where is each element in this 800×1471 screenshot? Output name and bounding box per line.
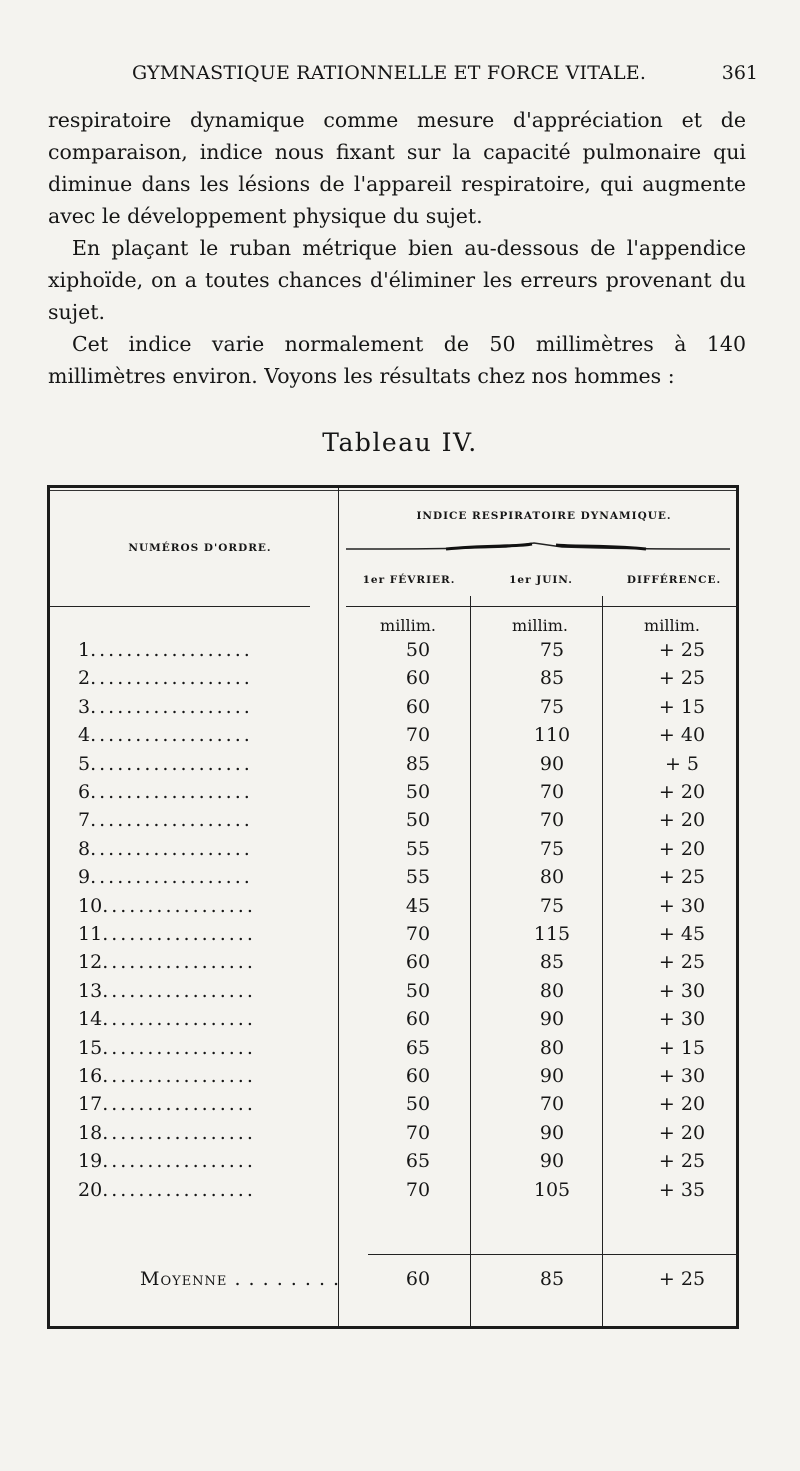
value-fevrier: 55 <box>405 837 431 860</box>
body-text <box>48 104 746 392</box>
value-difference: + 25 <box>658 1150 706 1173</box>
table-row <box>50 1150 736 1178</box>
value-difference: + 25 <box>658 866 706 889</box>
header-juin: 1er JUIN. <box>509 574 573 586</box>
leader-dots: ................. <box>102 1036 256 1059</box>
table-row <box>50 639 736 667</box>
header-brace <box>346 541 730 553</box>
table-row <box>50 1093 736 1121</box>
value-difference: + 45 <box>658 923 706 945</box>
row-number: 13 <box>78 979 103 1002</box>
value-fevrier: 85 <box>405 752 431 775</box>
value-juin: 90 <box>539 1008 565 1031</box>
value-fevrier: 50 <box>405 1093 431 1116</box>
leader-dots: ................. <box>102 1121 256 1144</box>
leader-dots: ................. <box>102 1093 256 1116</box>
value-difference: + 35 <box>658 1178 706 1201</box>
row-number: 3 <box>78 695 91 718</box>
row-number: 20 <box>78 1178 103 1201</box>
value-difference: + 20 <box>658 1093 706 1116</box>
table-row <box>50 895 736 923</box>
value-juin: 70 <box>539 809 565 832</box>
value-fevrier: 60 <box>405 695 431 718</box>
row-number: 8 <box>78 837 91 860</box>
row-number: 6 <box>78 781 91 803</box>
value-fevrier: 50 <box>405 781 431 803</box>
running-title: GYMNASTIQUE RATIONNELLE ET FORCE VITALE. <box>132 62 647 84</box>
unit-difference: millim. <box>644 616 700 635</box>
row-number: 19 <box>78 1150 103 1173</box>
leader-dots: .................. <box>90 866 253 889</box>
header-group: INDICE RESPIRATOIRE DYNAMIQUE. <box>416 510 672 522</box>
leader-dots: ................. <box>102 894 256 917</box>
value-fevrier: 60 <box>405 1065 431 1087</box>
row-number: 2 <box>78 667 91 690</box>
value-fevrier: 70 <box>405 1121 431 1144</box>
leader-dots: ................. <box>102 923 256 945</box>
leader-dots: .................. <box>90 809 253 832</box>
header-difference: DIFFÉRENCE. <box>626 574 722 586</box>
average-fevrier: 60 <box>405 1268 431 1290</box>
table-row <box>50 724 736 752</box>
value-difference: + 40 <box>658 724 706 747</box>
value-juin: 105 <box>533 1178 571 1201</box>
average-difference: + 25 <box>658 1268 706 1290</box>
value-juin: 90 <box>539 752 565 775</box>
average-row <box>50 1268 736 1298</box>
value-fevrier: 65 <box>405 1150 431 1173</box>
row-number: 5 <box>78 752 91 775</box>
value-juin: 115 <box>533 923 571 945</box>
value-juin: 90 <box>539 1121 565 1144</box>
row-number: 9 <box>78 866 91 889</box>
row-number: 10 <box>78 894 103 917</box>
leader-dots: .................. <box>90 752 253 775</box>
value-fevrier: 60 <box>405 1008 431 1031</box>
table-row <box>50 781 736 809</box>
row-number: 16 <box>78 1065 103 1087</box>
leader-dots: ................. <box>102 1150 256 1173</box>
value-fevrier: 70 <box>405 724 431 747</box>
value-difference: + 20 <box>658 1121 706 1144</box>
value-fevrier: 50 <box>405 639 431 661</box>
value-juin: 90 <box>539 1065 565 1087</box>
average-juin: 85 <box>539 1268 565 1290</box>
table-row <box>50 809 736 837</box>
paragraph-3: Cet indice varie normalement de 50 millimètres à 140 millimètres environ. Voyons les résultats chez nos hommes : <box>48 332 746 388</box>
value-difference: + 30 <box>658 979 706 1002</box>
value-juin: 75 <box>539 639 565 661</box>
value-juin: 90 <box>539 1150 565 1173</box>
value-difference: + 25 <box>658 951 706 974</box>
average-label: Moyenne . . . . . . . . <box>140 1268 341 1290</box>
value-difference: + 20 <box>658 781 706 803</box>
value-fevrier: 45 <box>405 894 431 917</box>
value-juin: 75 <box>539 894 565 917</box>
row-number: 15 <box>78 1036 103 1059</box>
table-row <box>50 667 736 695</box>
leader-dots: .................. <box>90 781 253 803</box>
table-row <box>50 923 736 951</box>
leader-dots: ................. <box>102 1008 256 1031</box>
value-fevrier: 55 <box>405 866 431 889</box>
table-row <box>50 1122 736 1150</box>
value-difference: + 30 <box>658 1065 706 1087</box>
table-row <box>50 696 736 724</box>
value-fevrier: 65 <box>405 1036 431 1059</box>
value-difference: + 5 <box>664 752 700 775</box>
value-juin: 80 <box>539 979 565 1002</box>
table-row <box>50 866 736 894</box>
page-number: 361 <box>721 62 758 84</box>
value-difference: + 30 <box>658 1008 706 1031</box>
value-difference: + 30 <box>658 894 706 917</box>
leader-dots: .................. <box>90 724 253 747</box>
value-juin: 85 <box>539 951 565 974</box>
header-fevrier: 1er FÉVRIER. <box>362 574 456 586</box>
table-inner-rule <box>50 490 736 491</box>
value-fevrier: 60 <box>405 667 431 690</box>
value-difference: + 25 <box>658 667 706 690</box>
table-row <box>50 951 736 979</box>
row-number: 17 <box>78 1093 103 1116</box>
leader-dots: .................. <box>90 639 253 661</box>
value-difference: + 15 <box>658 695 706 718</box>
row-number: 1 <box>78 639 91 661</box>
paragraph-1: respiratoire dynamique comme mesure d'appréciation et de comparaison, indice nous fixant sur la capacité pulmonaire qui diminue dans les lésions de l'appareil respiratoire, qui augmente avec le développement physique du sujet. <box>48 108 746 228</box>
table-row <box>50 980 736 1008</box>
header-rule <box>50 606 310 607</box>
table-row <box>50 753 736 781</box>
row-number: 4 <box>78 724 91 747</box>
unit-fevrier: millim. <box>380 616 436 635</box>
value-juin: 75 <box>539 695 565 718</box>
value-fevrier: 50 <box>405 809 431 832</box>
header-numeros: NUMÉROS D'ORDRE. <box>128 542 272 554</box>
value-difference: + 20 <box>658 837 706 860</box>
data-table <box>47 485 739 1329</box>
row-number: 7 <box>78 809 91 832</box>
row-number: 11 <box>78 923 103 945</box>
paragraph-2: En plaçant le ruban métrique bien au-dessous de l'appendice xiphoïde, on a toutes chances d'éliminer les erreurs provenant du sujet. <box>48 236 746 324</box>
value-difference: + 25 <box>658 639 706 661</box>
value-juin: 70 <box>539 1093 565 1116</box>
value-fevrier: 70 <box>405 1178 431 1201</box>
row-number: 18 <box>78 1121 103 1144</box>
value-fevrier: 60 <box>405 951 431 974</box>
leader-dots: ................. <box>102 979 256 1002</box>
leader-dots: .................. <box>90 667 253 690</box>
value-difference: + 15 <box>658 1036 706 1059</box>
table-title: Tableau IV. <box>322 428 478 457</box>
leader-dots: .................. <box>90 837 253 860</box>
table-row <box>50 838 736 866</box>
table-row <box>50 1037 736 1065</box>
value-juin: 70 <box>539 781 565 803</box>
leader-dots: .................. <box>90 695 253 718</box>
leader-dots: ................. <box>102 1065 256 1087</box>
table-row <box>50 1179 736 1207</box>
unit-juin: millim. <box>512 616 568 635</box>
value-fevrier: 70 <box>405 923 431 945</box>
header-rule <box>346 606 738 607</box>
value-juin: 85 <box>539 667 565 690</box>
leader-dots: ................. <box>102 951 256 974</box>
value-juin: 75 <box>539 837 565 860</box>
row-number: 14 <box>78 1008 103 1031</box>
total-rule <box>368 1254 738 1255</box>
value-fevrier: 50 <box>405 979 431 1002</box>
value-juin: 80 <box>539 1036 565 1059</box>
value-difference: + 20 <box>658 809 706 832</box>
leader-dots: ................. <box>102 1178 256 1201</box>
table-row <box>50 1065 736 1093</box>
value-juin: 110 <box>533 724 571 747</box>
row-number: 12 <box>78 951 103 974</box>
running-head <box>48 62 760 90</box>
table-row <box>50 1008 736 1036</box>
value-juin: 80 <box>539 866 565 889</box>
